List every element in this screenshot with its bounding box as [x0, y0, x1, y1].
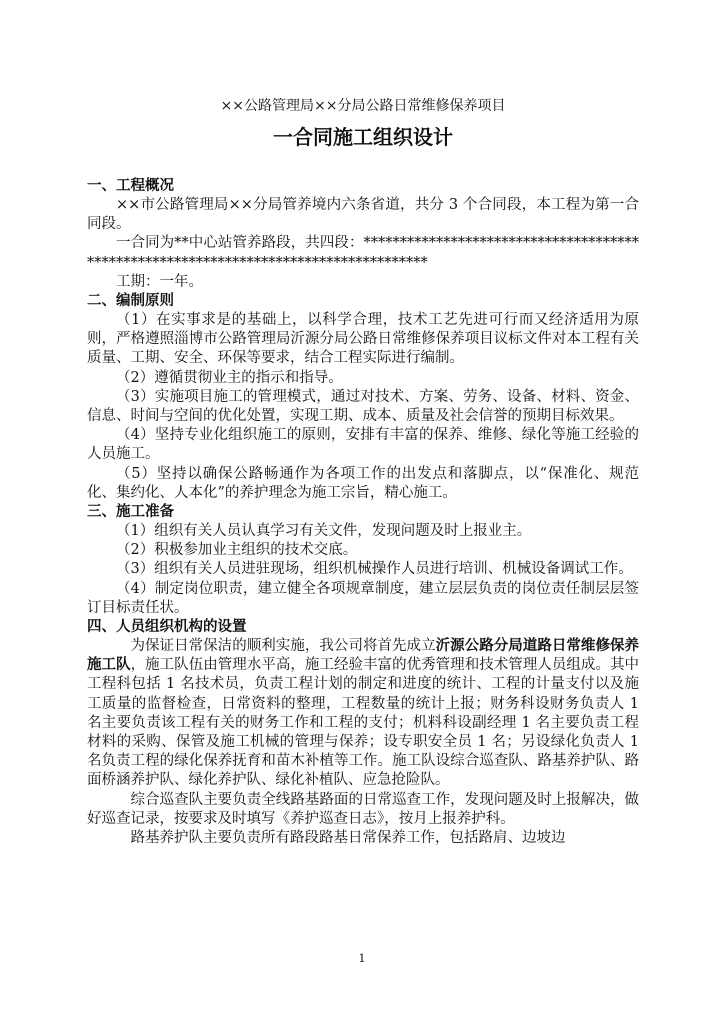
document-subtitle: ××公路管理局××分局公路日常维修保养项目: [220, 98, 506, 114]
team-name-bold: 沂源公路分局道路日常维修保养施工队: [87, 638, 640, 674]
paragraph: （4）制定岗位职责，建立健全各项规章制度，建立层层负责的岗位责任制层层签订目标责任状。: [87, 580, 639, 616]
paragraph: 路基养护队主要负责所有路段路基日常保养工作，包括路肩、边坡边: [130, 830, 566, 847]
document-title: 一合同施工组织设计: [273, 125, 453, 149]
section-heading-preparation: 三、施工准备: [87, 504, 174, 521]
section-heading-principles: 二、编制原则: [87, 293, 174, 310]
paragraph: 工期：一年。: [116, 273, 203, 290]
paragraph: 综合巡查队主要负责全线路基路面的日常巡查工作，发现问题及时上报解决，做好巡查记录，按要求及时填写《养护巡查日志》，按月上报养护科。: [87, 791, 639, 827]
paragraph: （3）组织有关人员进驻现场，组织机械操作人员进行培训、机械设备调试工作。: [116, 561, 633, 578]
section-heading-organization: 四、人员组织机构的设置: [87, 619, 247, 636]
section-heading-overview: 一、工程概况: [87, 178, 174, 194]
paragraph: 一合同为**中心站管养路段，共四段：*************************************************************************************: [87, 235, 639, 271]
page-content: [87, 98, 639, 848]
paragraph: （1）组织有关人员认真学习有关文件，发现问题及时上报业主。: [116, 523, 532, 540]
paragraph-text: ，施工队伍由管理水平高，施工经验丰富的优秀管理和技术管理人员组成。其中工程科包括 1 名技术员，负责工程计划的制定和进度的统计、工程的计量支付以及施工质量的监督检查，日常资料的整理，工程数量的统计上报；财务科设财务负责人 1 名主要负责该工程有关的财务工作和工程的支付；机料科设副经理 1 名主要负责工程材料的采购、保管及施工机械的管理与保养；设专职安全员 1 名；另设绿化负责人 1 名负责工程的绿化保养抚育和苗木补植等工作。施工队设综合巡查队、路基养护队、路面桥涵养护队、绿化养护队、绿化补植队、应急抢险队。: [87, 657, 640, 789]
paragraph: （2）遵循贯彻业主的指示和指导。: [116, 369, 343, 386]
paragraph: ××市公路管理局××分局管养境内六条省道，共分 3 个合同段，本工程为第一合同段。: [87, 197, 639, 233]
paragraph-text: 为保证日常保洁的顺利实施，我公司将首先成立: [130, 638, 436, 655]
paragraph: [87, 637, 639, 791]
paragraph: （4）坚持专业化组织施工的原则，安排有丰富的保养、维修、绿化等施工经验的人员施工。: [87, 427, 639, 463]
paragraph: （5）坚持以确保公路畅通作为各项工作的出发点和落脚点，以“保准化、规范化、集约化、人本化”的养护理念为施工宗旨，精心施工。: [87, 465, 639, 501]
paragraph: （2）积极参加业主组织的技术交底。: [116, 542, 358, 559]
document-body: [87, 177, 639, 848]
paragraph: （1）在实事求是的基础上，以科学合理，技术工艺先进可行而又经济适用为原则，严格遵照淄博市公路管理局沂源分局公路日常维修保养项目议标文件对本工程有关质量、工期、安全、环保等要求，结合工程实际进行编制。: [87, 312, 639, 367]
page-number: 1: [358, 952, 366, 965]
paragraph: （3）实施项目施工的管理模式，通过对技术、方案、劳务、设备、材料、资金、信息、时间与空间的优化处置，实现工期、成本、质量及社会信誉的预期目标效果。: [87, 388, 639, 425]
